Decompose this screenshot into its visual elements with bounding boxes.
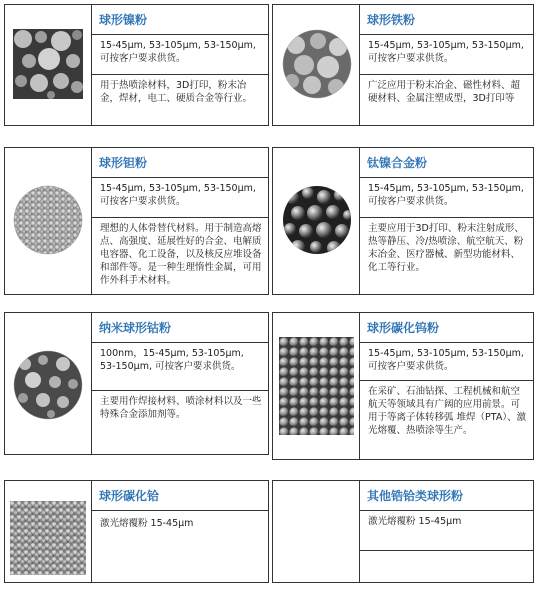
product-card bbox=[272, 312, 534, 460]
sem-micrograph-image bbox=[13, 185, 83, 255]
product-description: 主要用作焊接材料、喷涂材料以及一些特殊合金添加剂等。 bbox=[100, 396, 262, 420]
product-spec: 15-45μm, 53-105μm, 53-150μm, 可按客户要求供货。 bbox=[360, 35, 533, 75]
product-image-cell bbox=[273, 148, 360, 294]
product-description: 广泛应用于粉末冶金、磁性材料、超硬材料、金属注塑成型，3D打印等 bbox=[368, 80, 521, 104]
product-description: 主要应用于3D打印、粉末注射成形、热等静压、冷/热喷涂、航空航天、粉末冶金、医疗器械、新型功能材料、化工等行业。 bbox=[368, 223, 524, 273]
product-image-cell bbox=[273, 5, 360, 125]
product-card bbox=[4, 312, 269, 455]
product-description: 在采矿、石油钻探、工程机械和航空航天等领域具有广阔的应用前景。可用于等离子体转移弧 堆焊（PTA）、激光熔覆、热喷涂等生产。 bbox=[368, 386, 527, 436]
product-spec: 15-45μm, 53-105μm, 53-150μm, 可按客户要求供货。 bbox=[92, 178, 268, 218]
product-title: 钛镍合金粉 bbox=[360, 148, 533, 178]
product-image-cell bbox=[5, 5, 92, 125]
product-title: 球形碳化钨粉 bbox=[360, 313, 533, 343]
sem-micrograph-image bbox=[13, 350, 83, 420]
sem-micrograph-image bbox=[282, 29, 352, 99]
product-spec: 15-45μm, 53-105μm, 53-150μm, 可按客户要求供货。 bbox=[360, 178, 533, 218]
product-description: 理想的人体骨替代材料。用于制造高熔点、高强度、延展性好的合金、电解质电容器、化工设备，以及核反应堆设备和部件等。是一种生理惰性金属，可用作外科手术材料。 bbox=[100, 223, 262, 286]
product-title: 其他锆铪类球形粉 bbox=[360, 481, 533, 511]
sem-micrograph-image bbox=[279, 337, 354, 435]
product-card bbox=[272, 147, 534, 295]
product-title: 球形镍粉 bbox=[92, 5, 268, 35]
product-card bbox=[4, 4, 269, 126]
product-image-cell bbox=[273, 481, 360, 582]
product-card bbox=[4, 147, 269, 295]
product-image-cell bbox=[5, 148, 92, 294]
product-spec: 100nm，15-45μm, 53-105μm, 53-150μm, 可按客户要求供货。 bbox=[92, 343, 268, 391]
product-card bbox=[4, 480, 269, 583]
product-title: 球形碳化铪 bbox=[92, 481, 268, 511]
product-image-cell bbox=[273, 313, 360, 459]
product-spec: 激光熔覆粉 15-45μm bbox=[100, 518, 194, 529]
product-image-cell bbox=[5, 313, 92, 454]
product-card bbox=[272, 480, 534, 583]
sem-micrograph-image bbox=[282, 185, 352, 255]
product-spec: 激光熔覆粉 15-45μm bbox=[360, 511, 533, 551]
product-card bbox=[272, 4, 534, 126]
sem-micrograph-image bbox=[10, 501, 86, 575]
product-spec: 15-45μm, 53-105μm, 53-150μm, 可按客户要求供货。 bbox=[92, 35, 268, 75]
product-spec: 15-45μm, 53-105μm, 53-150μm, 可按客户要求供货。 bbox=[360, 343, 533, 381]
product-title: 球形铁粉 bbox=[360, 5, 533, 35]
sem-micrograph-image bbox=[13, 29, 83, 99]
product-description: 用于热喷涂材料，3D打印，粉末冶金，焊材，电工、硬质合金等行业。 bbox=[100, 80, 253, 104]
product-title: 纳米球形钴粉 bbox=[92, 313, 268, 343]
product-title: 球形钽粉 bbox=[92, 148, 268, 178]
product-image-cell bbox=[5, 481, 92, 582]
